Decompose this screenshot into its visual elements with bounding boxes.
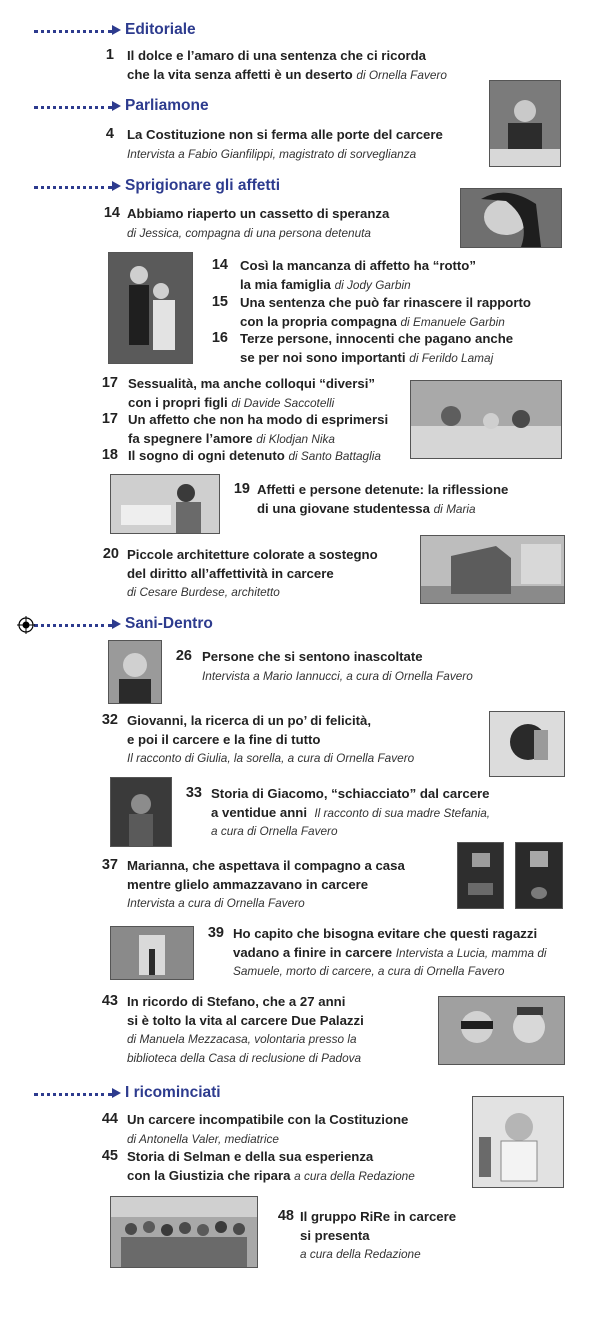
page-number: 43	[101, 993, 118, 1009]
entry-title: Il gruppo RiRe in carcere	[300, 1209, 457, 1224]
entry-title: Persone che si sentono inascoltate	[202, 649, 423, 664]
entry-author: di Klodjan Nika	[256, 431, 335, 446]
section-title: I ricominciati	[125, 1084, 221, 1101]
entry-title: Storia di Giacomo, “schiacciato” dal carcere	[211, 786, 490, 801]
entry-title: Un affetto che non ha modo di esprimersi	[128, 412, 389, 427]
entry-title: Il sogno di ogni detenuto	[128, 448, 285, 463]
arrow-icon	[112, 1088, 121, 1098]
section-header-editoriale	[34, 20, 196, 40]
entry-title: Così la mancanza di affetto ha “rotto”	[240, 258, 476, 273]
photo-portrait-painting	[460, 188, 562, 248]
entry-author: di Manuela Mezzacasa, volontaria presso la	[127, 1032, 357, 1046]
toc-entry[interactable]	[240, 294, 531, 331]
entry-author: a cura di Ornella Favero	[211, 824, 338, 838]
entry-title: con i propri figli	[128, 394, 228, 410]
entry-author: Samuele, morto di carcere, a cura di Ornella Favero	[233, 964, 505, 978]
toc-entry[interactable]	[127, 546, 378, 602]
entry-title: Storia di Selman e della sua esperienza	[127, 1149, 374, 1164]
dotted-leader	[34, 1093, 112, 1096]
toc-entry[interactable]	[127, 1111, 408, 1148]
toc-entry[interactable]	[300, 1208, 456, 1264]
entry-author: Intervista a Lucia, mamma di	[395, 945, 547, 960]
entry-title: mentre glielo ammazzavano in carcere	[127, 876, 369, 892]
photo-two-women	[438, 996, 565, 1065]
toc-entry[interactable]	[128, 375, 375, 412]
entry-title: di una giovane studentessa	[257, 500, 430, 516]
entry-author: di Jody Garbin	[334, 277, 411, 292]
page-number: 4	[105, 126, 114, 142]
toc-entry[interactable]	[127, 993, 364, 1067]
photo-mario-iannucci	[108, 640, 162, 704]
toc-entry[interactable]	[211, 785, 490, 841]
entry-title: e poi il carcere e la fine di tutto	[127, 731, 321, 747]
arrow-icon	[112, 101, 121, 111]
page-number: 1	[105, 47, 114, 63]
entry-title: si è tolto la vita al carcere Due Palazzi	[127, 1012, 364, 1028]
page-number: 48	[277, 1208, 294, 1224]
entry-author: Intervista a Mario Iannucci, a cura di Ornella Favero	[202, 668, 473, 683]
page-number: 32	[101, 712, 118, 728]
entry-author: Intervista a Fabio Gianfilippi, magistrato di sorveglianza	[127, 146, 417, 161]
section-header-ricominciati	[34, 1083, 221, 1103]
section-title: Sprigionare gli affetti	[125, 177, 281, 194]
entry-title: Ho capito che bisogna evitare che questi ragazzi	[233, 926, 538, 941]
page-number: 26	[175, 648, 192, 664]
entry-author: di Davide Saccotelli	[231, 395, 335, 410]
dotted-leader	[34, 186, 112, 189]
entry-title: Giovanni, la ricerca di un po’ di felicità,	[127, 713, 372, 728]
entry-author: Il racconto di sua madre Stefania,	[314, 805, 491, 820]
toc-entry[interactable]	[127, 47, 447, 84]
page-number: 17	[101, 375, 118, 391]
entry-title: con la propria compagna	[240, 313, 397, 329]
section-title: Editoriale	[125, 21, 196, 38]
arrow-icon	[112, 181, 121, 191]
entry-title: la mia famiglia	[240, 276, 331, 292]
toc-entry[interactable]	[127, 205, 389, 242]
entry-author: di Emanuele Garbin	[400, 314, 505, 329]
section-title: Sani-Dentro	[125, 615, 213, 632]
entry-author: a cura della Redazione	[300, 1247, 421, 1261]
entry-author: a cura della Redazione	[294, 1168, 415, 1183]
entry-title: vadano a finire in carcere	[233, 944, 393, 960]
page-number: 33	[185, 785, 202, 801]
photo-giacomo	[110, 777, 172, 847]
section-header-sprigionare	[34, 176, 280, 196]
section-header-parliamone	[34, 96, 209, 116]
toc-entry[interactable]	[127, 712, 414, 768]
page-number: 19	[233, 481, 250, 497]
page-number: 45	[101, 1148, 118, 1164]
entry-title: Affetti e persone detenute: la riflessione	[257, 482, 509, 497]
page-number: 39	[207, 925, 224, 941]
photo-corridor	[110, 926, 194, 980]
page-number: 14	[211, 257, 228, 273]
photo-student	[110, 474, 220, 534]
page-number: 14	[103, 205, 120, 221]
entry-title: Abbiamo riaperto un cassetto di speranza	[127, 206, 390, 221]
photo-family	[410, 380, 562, 459]
section-header-sani-dentro	[34, 614, 213, 634]
entry-title: del diritto all’affettività in carcere	[127, 565, 334, 581]
entry-title: a ventidue anni	[211, 804, 307, 820]
entry-author: di Jessica, compagna di una persona detenuta	[127, 225, 371, 240]
toc-entry[interactable]	[127, 857, 405, 913]
entry-author: di Maria	[433, 501, 476, 516]
arrow-icon	[112, 619, 121, 629]
toc-entry[interactable]	[127, 126, 443, 163]
entry-author: di Santo Battaglia	[288, 449, 381, 463]
entry-author: biblioteca della Casa di reclusione di Padova	[127, 1050, 362, 1065]
photo-cell-1	[457, 842, 504, 909]
entry-title: che la vita senza affetti è un deserto	[127, 66, 353, 82]
entry-title: si presenta	[300, 1227, 370, 1243]
entry-title: Terze persone, innocenti che pagano anche	[240, 331, 514, 346]
page-number: 20	[102, 546, 119, 562]
entry-title: Il dolce e l’amaro di una sentenza che ci ricorda	[127, 48, 427, 63]
entry-author: di Antonella Valer, mediatrice	[127, 1131, 279, 1146]
entry-author: Il racconto di Giulia, la sorella, a cura di Ornella Favero	[127, 751, 415, 765]
photo-sad-man	[489, 711, 565, 777]
page-number: 44	[101, 1111, 118, 1127]
page-number: 17	[101, 411, 118, 427]
entry-author: Intervista a cura di Ornella Favero	[127, 896, 305, 910]
toc-entry[interactable]	[233, 925, 547, 981]
entry-title: se per noi sono importanti	[240, 349, 406, 365]
entry-title: Un carcere incompatibile con la Costituzione	[127, 1112, 409, 1127]
page-number: 15	[211, 294, 228, 310]
photo-antonella-valer	[472, 1096, 564, 1188]
dotted-leader	[34, 30, 112, 33]
entry-title: fa spegnere l’amore	[128, 430, 253, 446]
page-number: 18	[101, 447, 118, 463]
entry-title: Una sentenza che può far rinascere il rapporto	[240, 295, 531, 310]
dotted-leader	[34, 624, 112, 627]
toc-entry[interactable]	[128, 447, 381, 466]
entry-title: In ricordo di Stefano, che a 27 anni	[127, 994, 346, 1009]
entry-title: Sessualità, ma anche colloqui “diversi”	[128, 376, 375, 391]
photo-architecture	[420, 535, 565, 604]
toc-entry[interactable]	[128, 411, 388, 448]
entry-author: di Ornella Favero	[356, 67, 447, 82]
page-number: 37	[101, 857, 118, 873]
toc-entry[interactable]	[202, 648, 473, 685]
entry-title: Piccole architetture colorate a sostegno	[127, 547, 378, 562]
entry-author: di Ferildo Lamaj	[409, 350, 494, 365]
photo-group-rire	[110, 1196, 258, 1268]
section-title: Parliamone	[125, 97, 209, 114]
photo-couple-painting	[108, 252, 193, 364]
page-number: 16	[211, 330, 228, 346]
photo-magistrate	[489, 80, 561, 167]
dotted-leader	[34, 106, 112, 109]
entry-title: Marianna, che aspettava il compagno a casa	[127, 858, 405, 873]
toc-entry[interactable]	[127, 1148, 415, 1185]
toc-entry[interactable]	[240, 330, 513, 367]
entry-title: con la Giustizia che ripara	[127, 1167, 291, 1183]
registration-mark-icon	[17, 616, 35, 634]
arrow-icon	[112, 25, 121, 35]
entry-title: La Costituzione non si ferma alle porte del carcere	[127, 127, 443, 142]
toc-entry[interactable]	[257, 481, 508, 518]
entry-author: di Cesare Burdese, architetto	[127, 585, 280, 599]
photo-cell-2	[515, 842, 563, 909]
toc-entry[interactable]	[240, 257, 476, 294]
